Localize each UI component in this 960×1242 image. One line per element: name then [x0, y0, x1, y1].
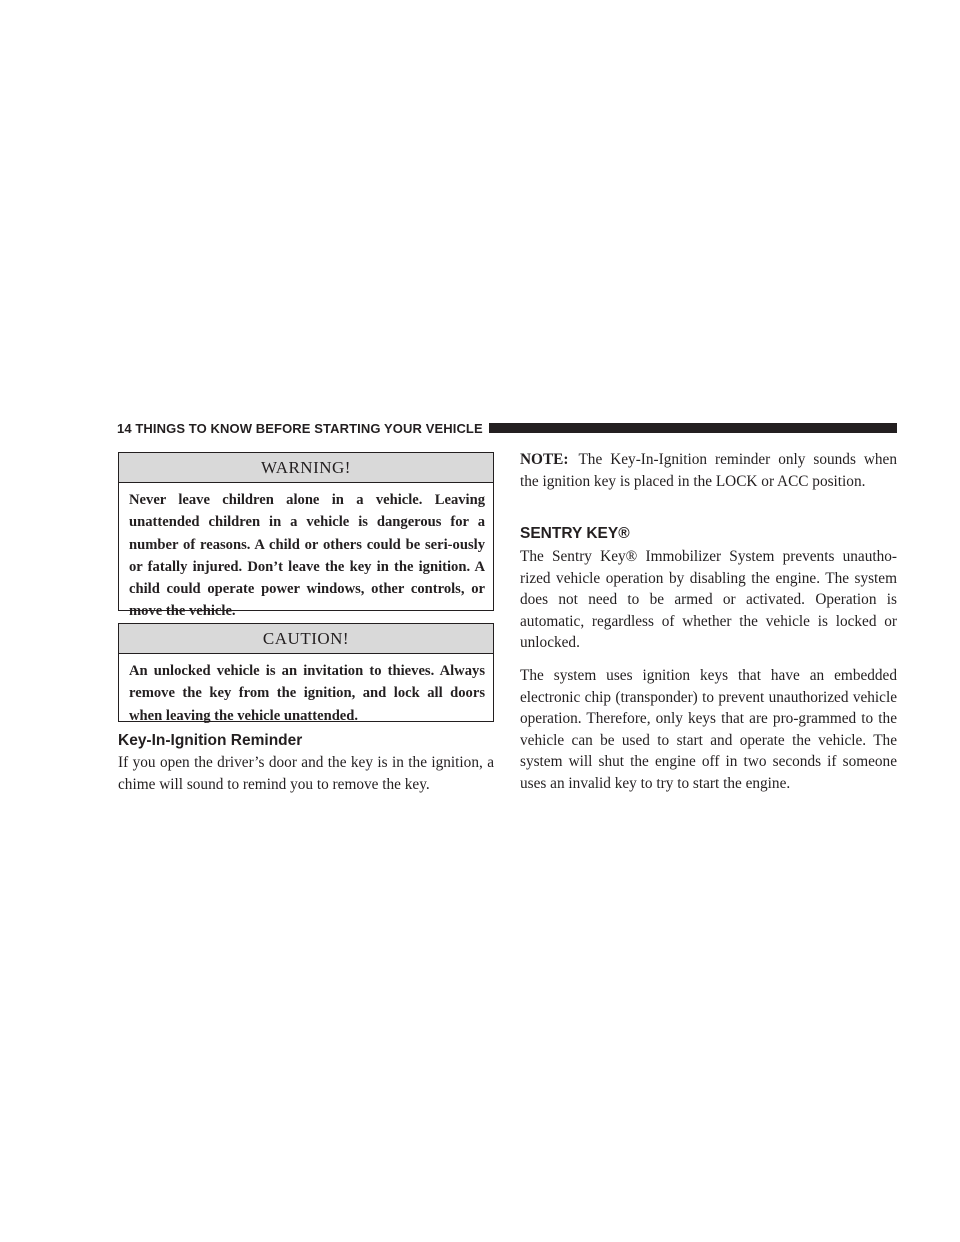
warning-title: WARNING!: [119, 453, 493, 483]
sentry-key-paragraph-1: The Sentry Key® Immobilizer System prevents unautho-rized vehicle operation by disabling the engine. The system does not need to be armed or activated. Operation is automatic, regardless of whether the vehicle is locked or unlocked.: [520, 548, 897, 651]
key-in-ignition-text: If you open the driver’s door and the key is in the ignition, a chime will sound to remind you to remove the key.: [118, 754, 494, 793]
caution-box: [118, 623, 494, 722]
note-paragraph: [520, 449, 897, 492]
warning-box: [118, 452, 494, 620]
note-label: NOTE:: [520, 451, 569, 468]
note-text: The Key-In-Ignition reminder only sounds when the ignition key is placed in the LOCK or ACC position.: [520, 451, 897, 490]
page-header: [117, 419, 897, 437]
sentry-key-heading: SENTRY KEY®: [520, 525, 630, 542]
page-header-title: 14 THINGS TO KNOW BEFORE STARTING YOUR VEHICLE: [117, 420, 483, 436]
key-in-ignition-heading: Key-In-Ignition Reminder: [118, 732, 303, 749]
warning-text: Never leave children alone in a vehicle. Leaving unattended children in a vehicle is dangerous for a number of reasons. A child or others could be seri-ously or fatally injured. Don’t leave the key in the ignition. A child could operate power windows, other controls, or move the vehicle.: [129, 492, 485, 620]
sentry-key-paragraph-2: The system uses ignition keys that have an embedded electronic chip (transponder) to prevent unauthorized vehicle operation. Therefore, only keys that are pro-grammed to the vehicle can be used to start and operate the vehicle. The system will shut the engine off in two seconds if someone uses an invalid key to try to start the engine.: [520, 667, 897, 792]
caution-text: An unlocked vehicle is an invitation to thieves. Always remove the key from the ignition, and lock all doors when leaving the vehicle unattended.: [129, 663, 485, 724]
header-rule: [489, 423, 897, 433]
caution-title: CAUTION!: [119, 624, 493, 654]
